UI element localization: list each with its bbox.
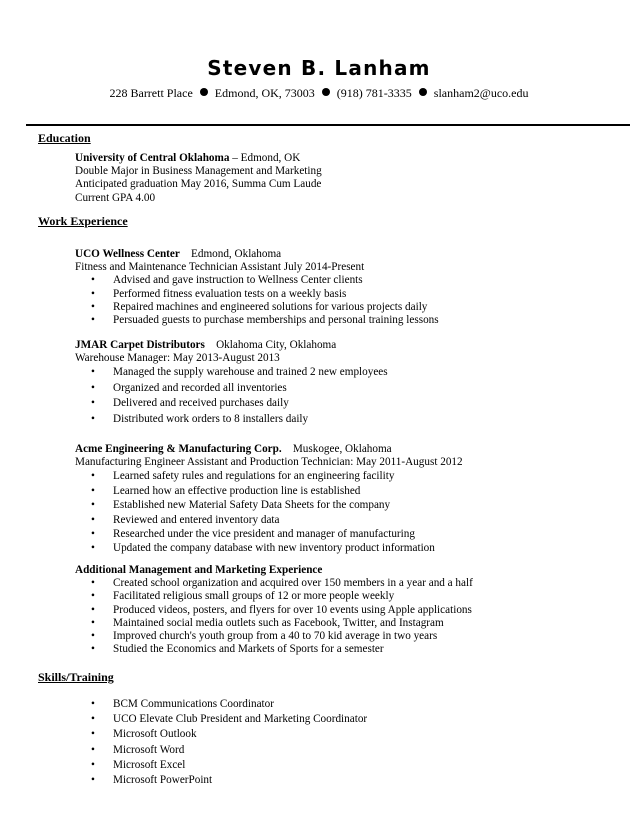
- employer: UCO Wellness Center: [75, 248, 180, 260]
- city: Edmond, OK, 73003: [214, 86, 315, 100]
- list-item: • BCM Communications Coordinator: [75, 697, 615, 712]
- list-item: • Produced videos, posters, and flyers for over 10 events using Apple applications: [75, 604, 615, 617]
- additional-bullets: [75, 577, 615, 656]
- employer: JMAR Carpet Distributors: [75, 339, 205, 351]
- list-item: • Facilitated religious small groups of 12 or more people weekly: [75, 590, 615, 603]
- list-item: • Organized and recorded all inventories: [75, 381, 615, 397]
- work-heading: Work Experience: [38, 214, 128, 228]
- additional-title: Additional Management and Marketing Experience: [75, 564, 323, 576]
- major: Double Major in Business Management and Marketing: [75, 165, 322, 178]
- list-item: • Reviewed and entered inventory data: [75, 513, 615, 527]
- contact-line: [0, 86, 638, 101]
- list-item: • Microsoft Excel: [75, 758, 615, 773]
- education-block: [75, 152, 615, 205]
- job-entry: [75, 443, 615, 556]
- list-item: • Repaired machines and engineered solutions for various projects daily: [75, 301, 615, 314]
- gpa: Current GPA 4.00: [75, 191, 156, 204]
- list-item: • Learned safety rules and regulations for an engineering facility: [75, 469, 615, 483]
- list-item: • UCO Elevate Club President and Marketing Coordinator: [75, 712, 615, 727]
- education-heading: Education: [38, 131, 91, 145]
- list-item: • Distributed work orders to 8 installers daily: [75, 412, 615, 428]
- job-entry: [75, 339, 615, 427]
- skills-heading: Skills/Training: [38, 670, 114, 684]
- job-title: Manufacturing Engineer Assistant and Production Technician: May 2011-August 2012: [75, 456, 463, 469]
- list-item: • Maintained social media outlets such as Facebook, Twitter, and Instagram: [75, 617, 615, 630]
- bullet-dot-icon: [419, 88, 427, 96]
- job-title: Warehouse Manager: May 2013-August 2013: [75, 352, 280, 365]
- list-item: • Researched under the vice president and manager of manufacturing: [75, 527, 615, 541]
- list-item: • Advised and gave instruction to Wellness Center clients: [75, 274, 615, 287]
- list-item: • Learned how an effective production line is established: [75, 484, 615, 498]
- additional-experience: [75, 564, 615, 656]
- employer: Acme Engineering & Manufacturing Corp.: [75, 443, 282, 455]
- job-title: Fitness and Maintenance Technician Assistant July 2014-Present: [75, 261, 365, 274]
- school-name: University of Central Oklahoma: [75, 152, 230, 164]
- phone: (918) 781-3335: [336, 86, 412, 100]
- email: slanham2@uco.edu: [433, 86, 529, 100]
- list-item: • Improved church's youth group from a 40 to 70 kid average in two years: [75, 630, 615, 643]
- list-item: • Performed fitness evaluation tests on a weekly basis: [75, 288, 615, 301]
- list-item: • Microsoft Outlook: [75, 727, 615, 742]
- job-location: Muskogee, Oklahoma: [292, 443, 392, 455]
- list-item: • Microsoft Word: [75, 743, 615, 758]
- list-item: • Studied the Economics and Markets of Sports for a semester: [75, 643, 615, 656]
- header-divider: [26, 124, 630, 126]
- skills-block: [75, 697, 615, 788]
- job-entry: [75, 248, 615, 327]
- list-item: • Managed the supply warehouse and trained 2 new employees: [75, 365, 615, 381]
- job-bullets: [75, 365, 615, 427]
- list-item: • Created school organization and acquired over 150 members in a year and a half: [75, 577, 615, 590]
- skills-list: [75, 697, 615, 788]
- graduation: Anticipated graduation May 2016, Summa Cum Laude: [75, 178, 322, 191]
- school-location: – Edmond, OK: [229, 152, 301, 164]
- job-bullets: [75, 274, 615, 327]
- job-bullets: [75, 469, 615, 555]
- address: 228 Barrett Place: [109, 86, 193, 100]
- list-item: • Updated the company database with new inventory product information: [75, 541, 615, 555]
- list-item: • Delivered and received purchases daily: [75, 396, 615, 412]
- job-location: Edmond, Oklahoma: [191, 248, 282, 260]
- bullet-dot-icon: [322, 88, 330, 96]
- list-item: • Established new Material Safety Data Sheets for the company: [75, 498, 615, 512]
- list-item: • Persuaded guests to purchase memberships and personal training lessons: [75, 314, 615, 327]
- resume-name: Steven B. Lanham: [207, 56, 431, 80]
- job-location: Oklahoma City, Oklahoma: [216, 339, 337, 351]
- list-item: • Microsoft PowerPoint: [75, 773, 615, 788]
- bullet-dot-icon: [200, 88, 208, 96]
